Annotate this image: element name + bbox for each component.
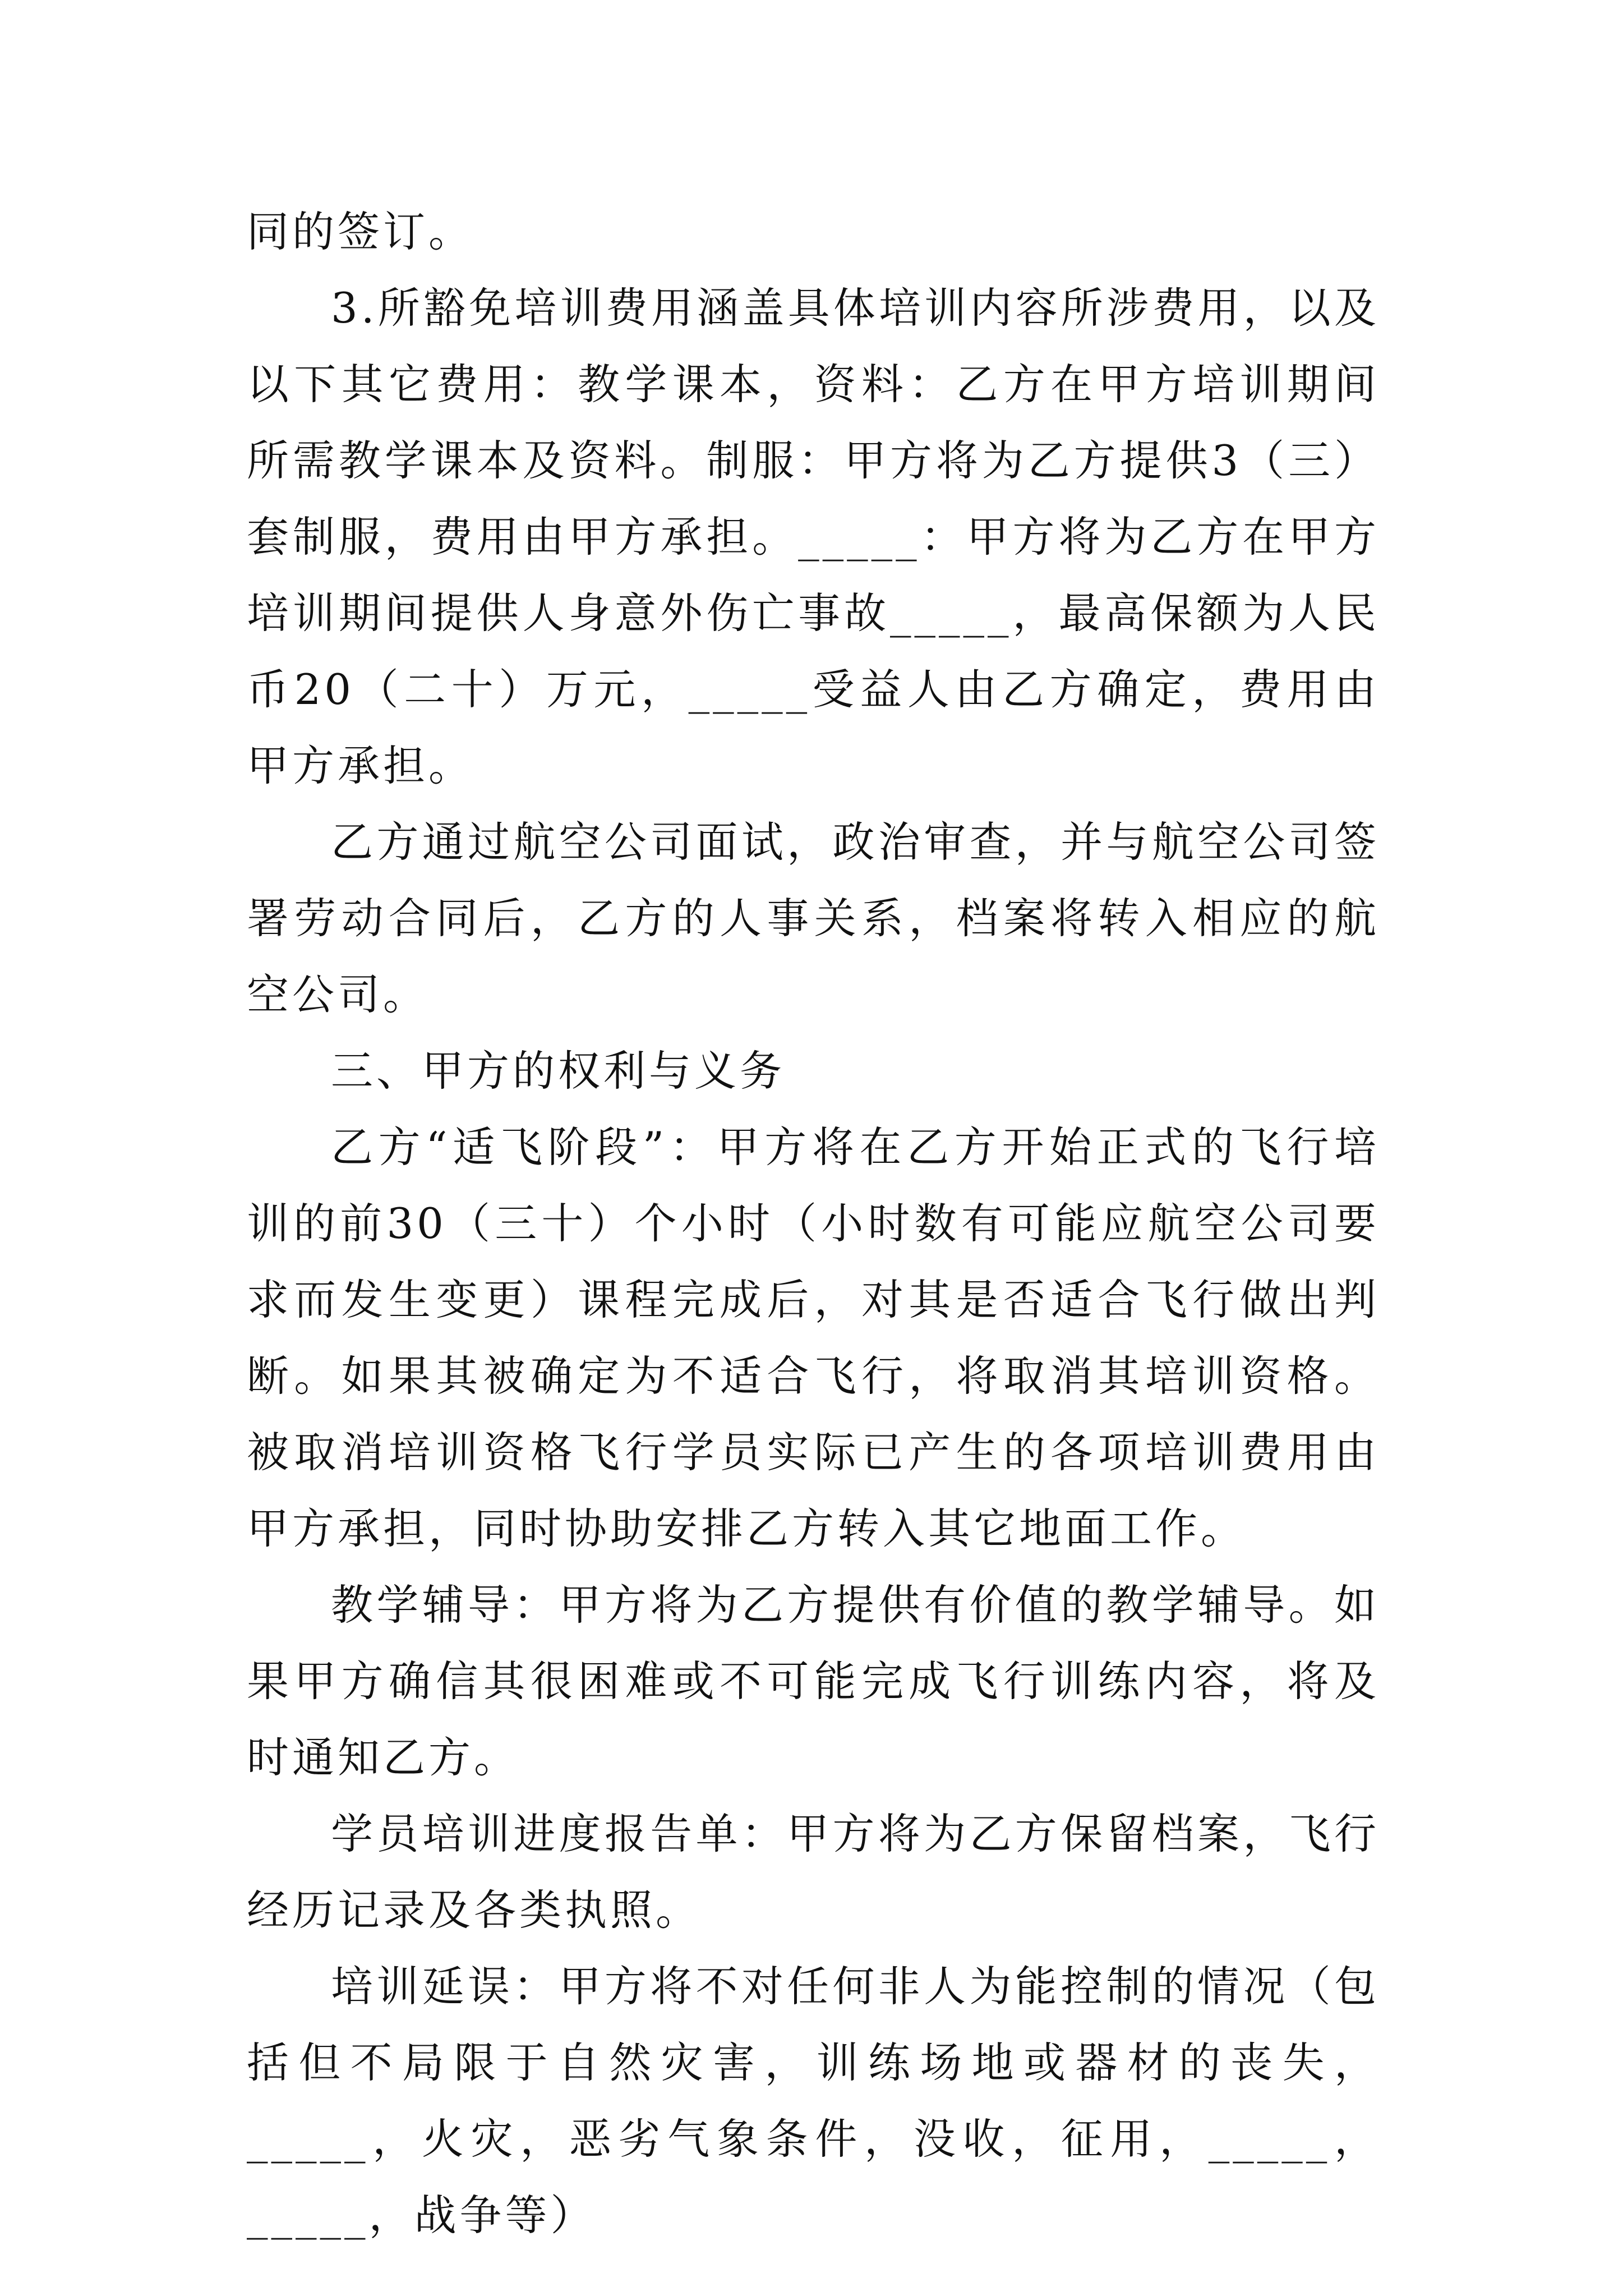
paragraph-teaching-guidance: 教学辅导：甲方将为乙方提供有价值的教学辅导。如果甲方确信其很困难或不可能完成飞行训练内容，将及时通知乙方。: [247, 1580, 1380, 1782]
paragraph-flight-suitability-stage: 乙方“适飞阶段”：甲方将在乙方开始正式的飞行培训的前30（三十）个小时（小时数有可能应航空公司要求而发生变更）课程完成后，对其是否适合飞行做出判断。如果其被确定为不适合飞行，将取消其培训资格。被取消培训资格飞行学员实际已产生的各项培训费用由甲方承担，同时协助安排乙方转入其它地面工作。: [247, 1122, 1380, 1553]
paragraph-training-fee-coverage: 3.所豁免培训费用涵盖具体培训内容所涉费用，以及以下其它费用：教学课本，资料：乙方在甲方培训期间所需教学课本及资料。制服：甲方将为乙方提供3（三）套制服，费用由甲方承担。_____：甲方将为乙方在甲方培训期间提供人身意外伤亡事故_____，最高保额为人民币20（二十）万元，_____受益人由乙方确定，费用由甲方承担。: [247, 283, 1380, 790]
paragraph-training-delay: 培训延误：甲方将不对任何非人为能控制的情况（包括但不局限于自然灾害，训练场地或器材的丧失，_____，火灾，恶劣气象条件，没收，征用，_____，_____，战争等）: [247, 1962, 1380, 2240]
paragraph-progress-report: 学员培训进度报告单：甲方将为乙方保留档案，飞行经历记录及各类执照。: [247, 1809, 1380, 1935]
paragraph-contract-signing-end: 同的签订。: [247, 207, 474, 256]
paragraph-personnel-transfer: 乙方通过航空公司面试，政治审查，并与航空公司签署劳动合同后，乙方的人事关系，档案将转入相应的航空公司。: [247, 817, 1380, 1019]
section-heading-party-a-rights: 三、甲方的权利与义务: [331, 1046, 786, 1096]
document-body: [247, 194, 1380, 2253]
